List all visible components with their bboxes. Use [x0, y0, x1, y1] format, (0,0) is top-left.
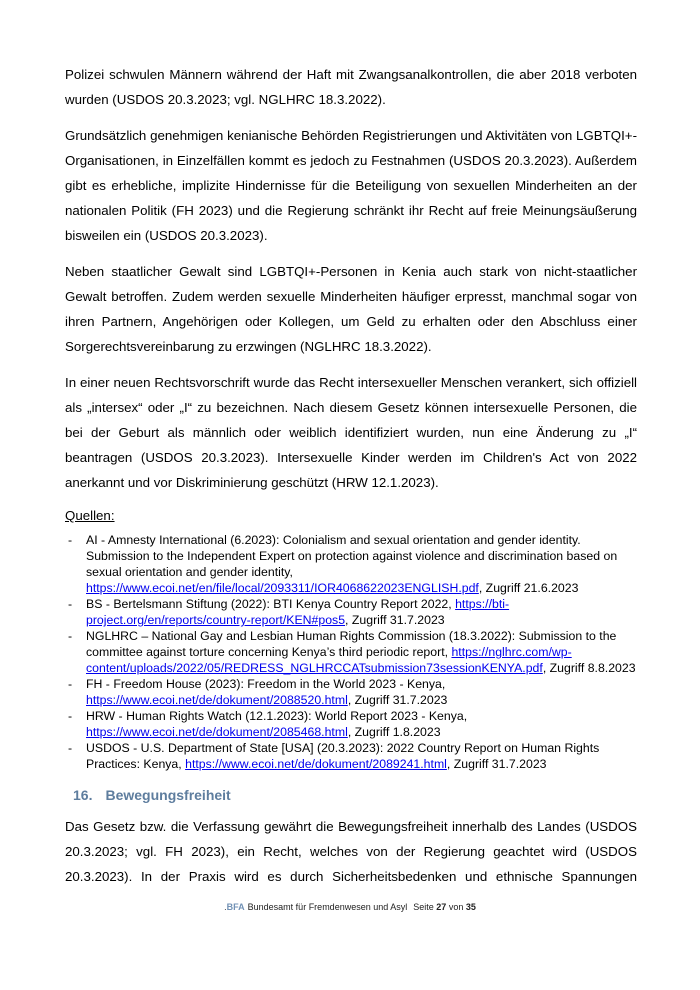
section-number: 16. — [73, 787, 93, 803]
source-text: BS - Bertelsmann Stiftung (2022): BTI Kenya Country Report 2022, — [86, 597, 456, 611]
footer-of-label: von — [448, 902, 464, 912]
body-paragraph: Grundsätzlich genehmigen kenianische Behörden Registrierungen und Aktivitäten von LGBTQI+-Organisationen, in Einzelfällen kommt es jedoch zu Festnahmen (USDOS 20.3.2023). Außerdem gibt es erhebliche, implizite Hindernisse für die Beteiligung von sexuellen Minderheiten an der nationalen Politik (FH 2023) und die Regierung schränkt ihr Recht auf freie Meinungsäußerung bisweilen ein (USDOS 20.3.2023). — [65, 128, 637, 243]
bfa-logo: BFA — [226, 902, 245, 912]
footer-page-total: 35 — [465, 902, 476, 912]
list-dash: - — [68, 629, 73, 643]
source-link[interactable]: https://www.ecoi.net/de/dokument/2085468.html — [86, 725, 348, 739]
source-item — [65, 708, 637, 740]
source-item — [65, 740, 637, 772]
source-text: AI - Amnesty International (6.2023): Colonialism and sexual orientation and gender identity. Submission to the Independent Expert on protection against violence and discrimination based on sexual orientation and gender identity, — [86, 533, 618, 579]
source-item — [65, 532, 637, 596]
body-paragraph: Das Gesetz bzw. die Verfassung gewährt die Bewegungsfreiheit innerhalb des Landes (USDOS 20.3.2023; vgl. FH 2023), ein Recht, welches von der Regierung geachtet wird (USDOS 20.3.2023). In der Praxis wird es durch Sicherheitsbedenken und ethnische Spannungen — [65, 819, 637, 884]
source-text: USDOS - U.S. Department of State [USA] (20.3.2023): 2022 Country Report on Human Rights Practices: Kenya, — [86, 741, 600, 771]
list-dash: - — [68, 741, 73, 755]
list-dash: - — [68, 533, 73, 547]
source-text: FH - Freedom House (2023): Freedom in the World 2023 - Kenya, — [86, 677, 446, 691]
source-text: , Zugriff 8.8.2023 — [542, 661, 636, 675]
footer-page-current: 27 — [436, 902, 447, 912]
sources-label: Quellen: — [65, 508, 115, 523]
source-text: NGLHRC – National Gay and Lesbian Human Rights Commission (18.3.2022): Submission to the committee against torture concerning Kenya’s third periodic report, — [86, 629, 617, 659]
source-text: , Zugriff 1.8.2023 — [347, 725, 441, 739]
section-title: Bewegungsfreiheit — [105, 787, 231, 803]
page-footer — [0, 901, 700, 913]
source-text: HRW - Human Rights Watch (12.1.2023): World Report 2023 - Kenya, — [86, 709, 468, 723]
source-link[interactable]: https://www.ecoi.net/de/dokument/2088520.html — [86, 693, 348, 707]
list-dash: - — [68, 597, 73, 611]
source-link[interactable]: https://www.ecoi.net/en/file/local/2093311/IOR4068622023ENGLISH.pdf — [86, 581, 479, 595]
source-link[interactable]: https://nglhrc.com/wp-content/uploads/2022/05/REDRESS_NGLHRCCATsubmission73sessionKENYA.pdf — [86, 645, 572, 675]
source-text: , Zugriff 31.7.2023 — [345, 613, 445, 627]
source-text: , Zugriff 31.7.2023 — [446, 757, 547, 771]
list-dash: - — [68, 677, 73, 691]
source-link[interactable]: https://bti-project.org/en/reports/country-report/KEN#pos5 — [86, 597, 510, 627]
body-paragraph: Neben staatlicher Gewalt sind LGBTQI+-Personen in Kenia auch stark von nicht-staatlicher Gewalt betroffen. Zudem werden sexuelle Minderheiten häufiger erpresst, manchmal sogar von ihren Partnern, Angehörigen oder Kollegen, um Geld zu erhalten oder den Abschluss einer Sorgerechtsvereinbarung zu erzwingen (NGLHRC 18.3.2022). — [65, 264, 637, 354]
source-item — [65, 596, 637, 628]
sources-list — [65, 532, 637, 772]
body-paragraph: Polizei schwulen Männern während der Haft mit Zwangsanalkontrollen, die aber 2018 verboten wurden (USDOS 20.3.2023; vgl. NGLHRC 18.3.2022). — [65, 67, 637, 107]
footer-logo-dot: . — [224, 902, 227, 912]
body-paragraph: In einer neuen Rechtsvorschrift wurde das Recht intersexueller Menschen verankert, sich offiziell als „intersex“ oder „I“ zu bezeichnen. Nach diesem Gesetz können intersexuelle Personen, die bei der Geburt als männlich oder weiblich identifiziert wurden, nun eine Änderung zu „I“ beantragen (USDOS 20.3.2023). Intersexuelle Kinder werden im Children's Act von 2022 anerkannt und vor Diskriminierung geschützt (HRW 12.1.2023). — [65, 375, 637, 490]
source-item — [65, 628, 637, 676]
footer-office-name: Bundesamt für Fremdenwesen und Asyl — [247, 902, 408, 912]
page-content — [65, 62, 637, 900]
section-heading — [65, 786, 637, 804]
source-link[interactable]: https://www.ecoi.net/de/dokument/2089241.html — [185, 757, 447, 771]
footer-page-label: Seite — [413, 902, 434, 912]
list-dash: - — [68, 709, 73, 723]
source-text: , Zugriff 31.7.2023 — [347, 693, 448, 707]
source-item — [65, 676, 637, 708]
source-text: , Zugriff 21.6.2023 — [478, 581, 579, 595]
